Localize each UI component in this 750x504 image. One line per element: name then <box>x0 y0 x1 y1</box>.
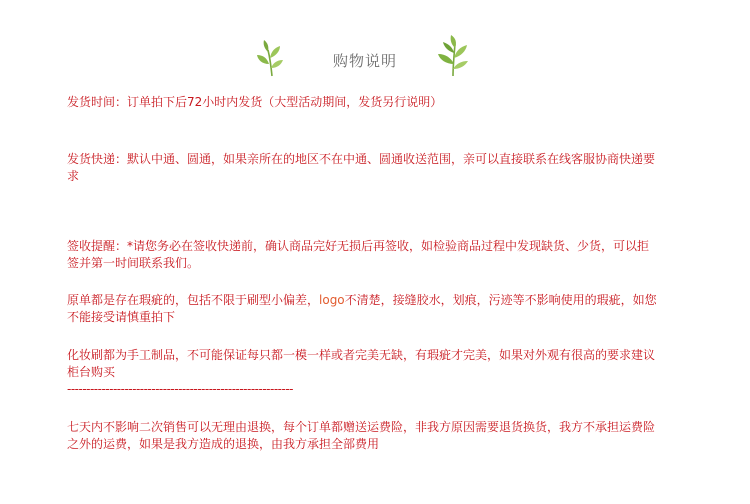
shipping-courier-note: 发货快递：默认中通、圆通，如果亲所在的地区不在中通、圆通收送范围，亲可以直接联系在线客服协商快递要求 <box>67 152 656 183</box>
flaws-text-part2: 不清楚，接缝胶水，划痕，污迹等不影响使用的瑕疵，如您不能接受请慎重拍下 <box>67 293 657 324</box>
leaf-sprig-icon <box>252 38 292 78</box>
returns-note: 七天内不影响二次销售可以无理由退换，每个订单都赠送运费险，非我方原因需要退货换货，我方不承担运费险之外的运费，如果是我方造成的退换，由我方承担全部费用 <box>67 420 656 451</box>
page-title: 购物说明 <box>332 52 397 70</box>
flaws-text-part1: 原单都是存在瑕疵的，包括不限于刷型小偏差， <box>67 293 320 307</box>
flaws-note <box>67 292 659 326</box>
header <box>0 34 750 84</box>
divider-line: ----------------------------------------------------------- <box>67 382 293 396</box>
sign-reminder-note: 签收提醒：*请您务必在签收快递前，确认商品完好无损后再签收，如检验商品过程中发现缺货、少货，可以拒签并第一时间联系我们。 <box>67 239 650 270</box>
handmade-note: 化妆刷都为手工制品，不可能保证每只都一模一样或者完美无缺，有瑕疵才完美，如果对外观有很高的要求建议柜台购买 <box>67 348 656 379</box>
shipping-time-note: 发货时间：订单拍下后72小时内发货（大型活动期间，发货另行说明） <box>67 95 443 109</box>
leaf-sprig-icon <box>432 34 474 78</box>
logo-word: logo <box>319 293 345 307</box>
